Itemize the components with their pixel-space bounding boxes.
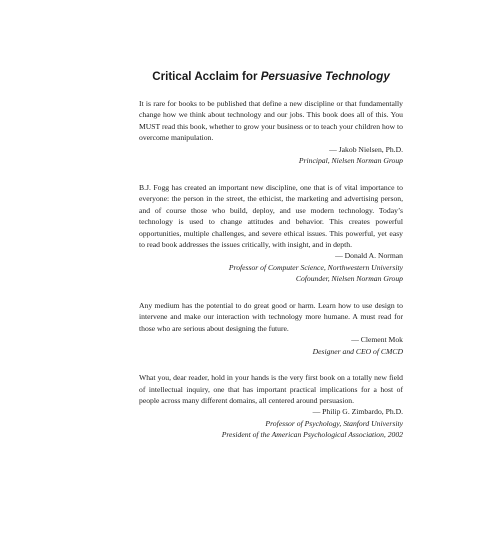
blurb-quote: What you, dear reader, hold in your hands is the very first book on a totally new field of intellectual inquiry, one that has important practical implications for a host of people across many different domains, all centered around persuasion.	[139, 373, 403, 405]
title-book-name: Persuasive Technology	[260, 70, 390, 83]
blurb-attribution	[139, 334, 403, 357]
blurb-author-role: Designer and CEO of CMCD	[312, 346, 403, 356]
blurb-quote: It is rare for books to be published that define a new discipline or that fundamentally change how we think about technology and our jobs. This book does all of this. You MUST read this book, whether to grow your business or to teach your children how to overcome manipulation.	[139, 99, 403, 143]
blurb-author: — Philip G. Zimbardo, Ph.D.	[312, 407, 403, 417]
blurb-attribution	[139, 250, 403, 284]
blurb-author-role: President of the American Psychological Association, 2002	[221, 430, 403, 440]
page-title	[139, 70, 403, 83]
blurb-author-role: Principal, Nielsen Norman Group	[298, 156, 403, 166]
blurb-author: — Clement Mok	[351, 335, 403, 345]
blurb-author-role: Professor of Computer Science, Northwestern University	[228, 262, 403, 272]
blurb	[139, 372, 403, 441]
blurb-author-role: Cofounder, Nielsen Norman Group	[295, 274, 403, 284]
blurb-attribution	[139, 144, 403, 167]
blurb	[139, 98, 403, 167]
blurb-author-role: Professor of Psychology, Stanford University	[265, 418, 403, 428]
acclaim-page	[139, 70, 403, 456]
blurb	[139, 182, 403, 285]
title-prefix: Critical Acclaim for	[152, 70, 261, 83]
blurb-author: — Donald A. Norman	[335, 251, 403, 261]
blurb-quote: B.J. Fogg has created an important new discipline, one that is of vital importance to everyone: the person in the street, the ethicist, the marketing and advertising person, and of course those who build, deploy, and use modern technology. Today’s technology is used to change attitudes and behavior. This creates powerful opportunities, multiple challenges, and severe ethical issues. This powerful, yet easy to read book addresses the issues critically, with insight, and in depth.	[139, 182, 403, 249]
blurb-author: — Jakob Nielsen, Ph.D.	[329, 144, 403, 154]
blurb-quote: Any medium has the potential to do great good or harm. Learn how to use design to intervene and make our interaction with technology more humane. A must read for those who are serious about designing the future.	[139, 300, 403, 333]
blurb	[139, 300, 403, 357]
blurb-attribution	[139, 406, 403, 440]
